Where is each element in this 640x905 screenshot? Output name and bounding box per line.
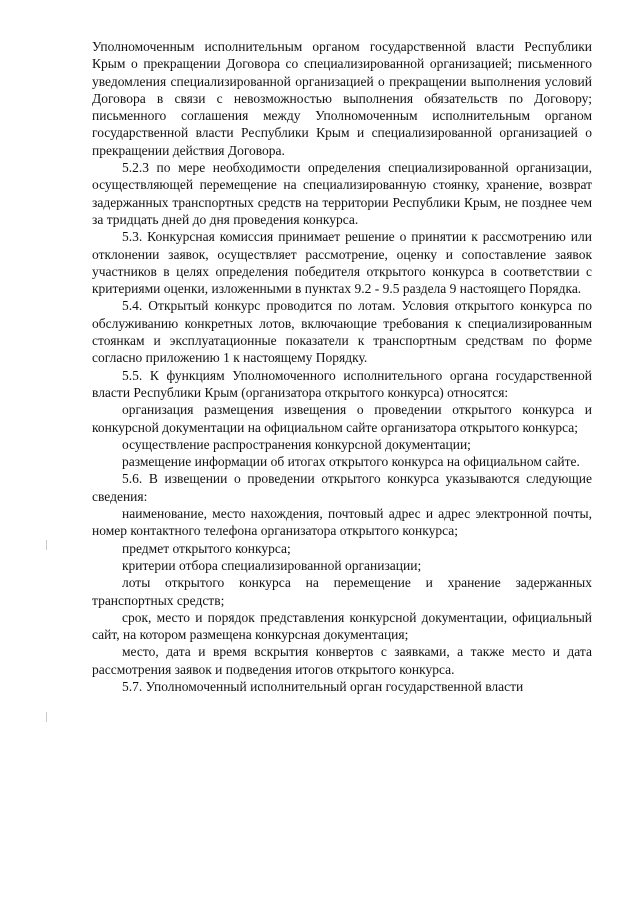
paragraph: Уполномоченным исполнительным органом государственной власти Республики Крым о прекращении Договора со специализированной организацией; письменного уведомления специализированной организацией о прекращении выполнения условий Договора в связи с невозможностью выполнения обязательств по Договору; письменного соглашения между Уполномоченным исполнительным органом государственной власти Республики Крым и специализированной организацией о прекращении действия Договора. <box>92 39 592 158</box>
paragraph: срок, место и порядок представления конкурсной документации, официальный сайт, на котором размещена конкурсная документация; <box>92 609 592 643</box>
paragraph: 5.6. В извещении о проведении открытого конкурса указываются следующие сведения: <box>92 471 592 504</box>
paragraph: место, дата и время вскрытия конвертов с заявками, а также место и дата рассмотрения заявок и подведения итогов открытого конкурса. <box>92 644 592 677</box>
paragraph: наименование, место нахождения, почтовый адрес и адрес электронной почты, номер контактного телефона организатора открытого конкурса; <box>92 506 592 539</box>
paragraph: 5.2.3 по мере необходимости определения специализированной организации, осуществляющей перемещение на специализированную стоянку, хранение, возврат задержанных транспортных средств на территории Республики Крым, не позднее чем за тридцать дней до дня проведения конкурса. <box>92 160 592 227</box>
margin-mark <box>46 712 47 722</box>
paragraph: критерии отбора специализированной организации; <box>122 557 422 573</box>
paragraph: 5.4. Открытый конкурс проводится по лотам. Условия открытого конкурса по обслуживанию конкретных лотов, включающие требования к специализированным стоянкам и эксплуатационные показатели к транспортным средствам по форме согласно приложению 1 к настоящему Порядку. <box>92 298 592 366</box>
paragraph: 5.3. Конкурсная комиссия принимает решение о принятии к рассмотрению или отклонении заявок, осуществляет рассмотрение, оценку и сопоставление заявок участников в целях определения победителя открытого конкурса в соответствии с критериями оценки, изложенными в пунктах 9.2 - 9.5 раздела 9 настоящего Порядка. <box>92 229 592 297</box>
paragraph: 5.7. Уполномоченный исполнительный орган государственной власти <box>122 678 524 694</box>
paragraph: 5.5. К функциям Уполномоченного исполнительного органа государственной власти Республики Крым (организатора открытого конкурса) относятся: <box>92 367 592 400</box>
paragraph: осуществление распространения конкурсной документации; <box>122 436 471 452</box>
margin-mark <box>46 540 47 550</box>
document-page <box>92 38 592 695</box>
paragraph: лоты открытого конкурса на перемещение и хранение задержанных транспортных средств; <box>92 575 592 608</box>
paragraph: размещение информации об итогах открытого конкурса на официальном сайте. <box>122 454 580 470</box>
paragraph: организация размещения извещения о проведении открытого конкурса и конкурсной документации на официальном сайте организатора открытого конкурса; <box>92 402 592 435</box>
paragraph: предмет открытого конкурса; <box>122 540 291 556</box>
